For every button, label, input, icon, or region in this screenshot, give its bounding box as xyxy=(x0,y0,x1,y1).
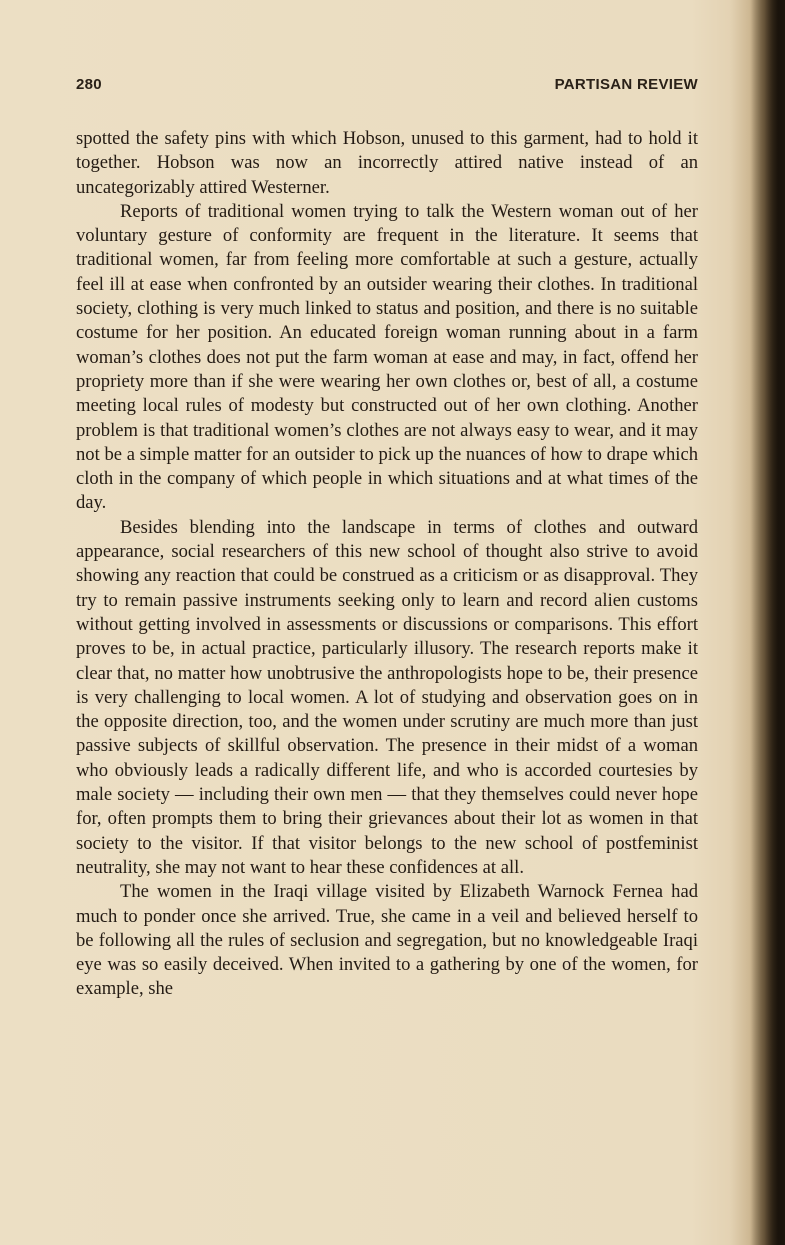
body-text xyxy=(76,127,698,1002)
journal-title: PARTISAN REVIEW xyxy=(554,76,698,93)
paragraph-continuation: spotted the safety pins with which Hobson, unused to this garment, had to hold it together. Hobson was now an incorrectly attired native instead of an uncategorizably attired Westerner. xyxy=(76,128,698,198)
paragraph: Besides blending into the landscape in terms of clothes and outward appearance, social researchers of this new school of thought also strive to avoid showing any reaction that could be construed as a criticism or as disapproval. They try to remain passive instruments seeking only to learn and record alien customs without getting involved in assessments or discussions or comparisons. This effort proves to be, in actual practice, particularly illusory. The research reports make it clear that, no matter how unobtrusive the anthropologists hope to be, their presence is very challenging to local women. A lot of studying and observation goes on in the opposite direction, too, and the women under scrutiny are much more than just passive subjects of skillful observation. The presence in their midst of a woman who obviously leads a radically different life, and who is accorded courtesies by male society — including their own men — that they themselves could never hope for, often prompts them to bring their grievances about their lot as women in that society to the visitor. If that visitor belongs to the new school of postfeminist neutrality, she may not want to hear these confidences at all. xyxy=(76,516,698,878)
page-number: 280 xyxy=(76,76,102,93)
paragraph: The women in the Iraqi village visited by Elizabeth Warnock Fernea had much to ponder once she arrived. True, she came in a veil and believed herself to be following all the rules of seclusion and segregation, but no knowledgeable Iraqi eye was so easily deceived. When invited to a gathering by one of the women, for example, she xyxy=(76,881,698,1000)
running-head xyxy=(76,76,698,100)
paragraph: Reports of traditional women trying to talk the Western woman out of her voluntary gesture of conformity are frequent in the literature. It seems that traditional women, far from feeling more comfortable at such a gesture, actually feel ill at ease when confronted by an outsider wearing their clothes. In traditional society, clothing is very much linked to status and position, and there is no suitable costume for her position. An educated foreign woman running about in a farm woman’s clothes does not put the farm woman at ease and may, in fact, offend her propriety more than if she were wearing her own clothes or, best of all, a costume meeting local rules of modesty but constructed out of her own clothing. Another problem is that traditional women’s clothes are not always easy to wear, and it may not be a simple matter for an outsider to pick up the nuances of how to drape which cloth in the company of which people in which situations and at what times of the day. xyxy=(76,200,698,514)
book-spine-shadow xyxy=(751,0,785,1245)
